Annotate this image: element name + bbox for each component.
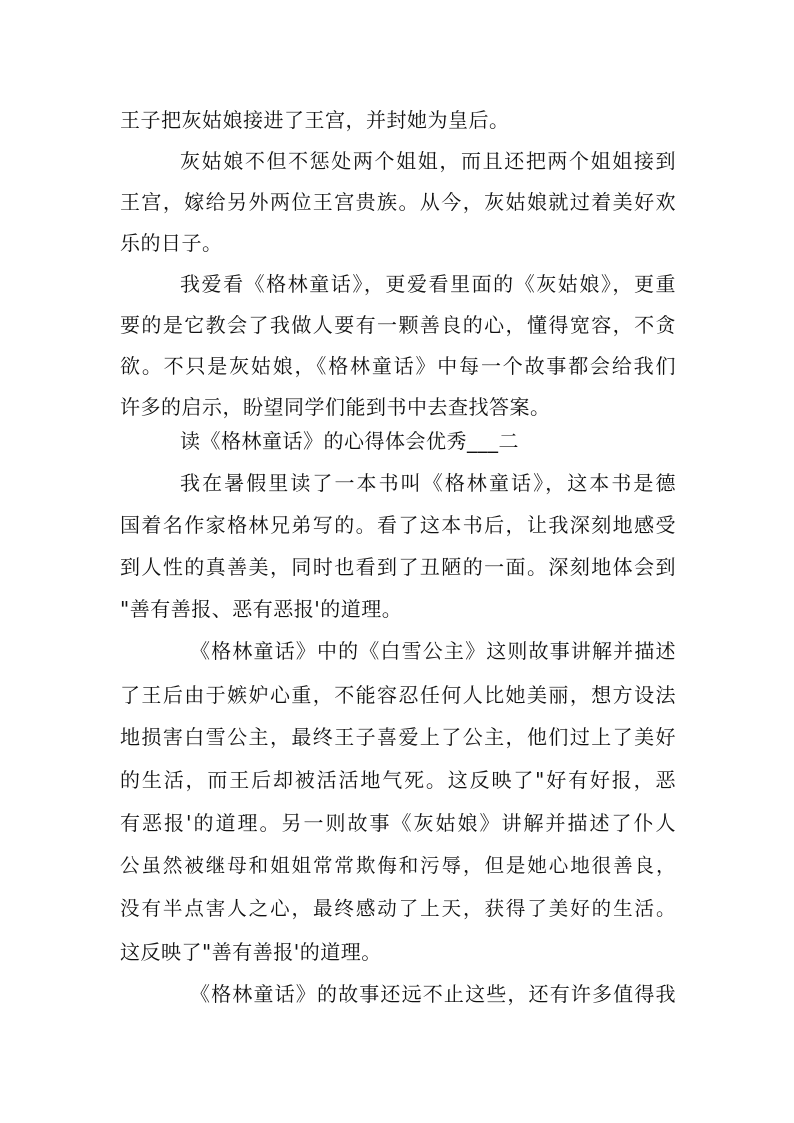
text-line: 王宫，嫁给另外两位王宫贵族。从今，灰姑娘就过着美好欢 — [120, 190, 676, 214]
text-line: 的生活，而王后却被活活地气死。这反映了"好有好报，恶 — [120, 768, 676, 792]
text-line: "善有善报、恶有恶报'的道理。 — [120, 597, 403, 621]
text-line: 这反映了"善有善报'的道理。 — [120, 940, 382, 964]
text-line: 国着名作家格林兄弟写的。看了这本书后，让我深刻地感受 — [120, 513, 676, 537]
text-line: 乐的日子。 — [120, 231, 223, 255]
text-line: 要的是它教会了我做人要有一颗善良的心，懂得宽容，不贪 — [120, 313, 676, 337]
text-line: 王子把灰姑娘接进了王宫，并封她为皇后。 — [120, 108, 510, 132]
text-line: 地损害白雪公主，最终王子喜爱上了公主，他们过上了美好 — [120, 725, 676, 749]
text-line: 我在暑假里读了一本书叫《格林童话》，这本书是德 — [180, 471, 676, 495]
text-line: 公虽然被继母和姐姐常常欺侮和污辱，但是她心地很善良， — [120, 854, 676, 877]
text-line: 欲。不只是灰姑娘，《格林童话》中每一个故事都会给我们 — [120, 354, 676, 378]
text-line: 许多的启示，盼望同学们能到书中去查找答案。 — [120, 395, 551, 419]
text-line: 有恶报'的道理。另一则故事《灰姑娘》讲解并描述了仆人 — [120, 811, 676, 835]
text-line: 《格林童话》的故事还远不止这些，还有许多值得我 — [190, 982, 676, 1006]
text-line: 了王后由于嫉妒心重，不能容忍任何人比她美丽，想方设法 — [120, 683, 676, 707]
text-line: 《格林童话》中的《白雪公主》这则故事讲解并描述 — [190, 639, 676, 663]
text-line: 我爱看《格林童话》，更爱看里面的《灰姑娘》，更重 — [180, 272, 676, 296]
section-heading: 读《格林童话》的心得体会优秀___二 — [180, 429, 519, 453]
text-line: 没有半点害人之心，最终感动了上天，获得了美好的生活。 — [120, 897, 676, 920]
text-line: 到人性的真善美，同时也看到了丑陋的一面。深刻地体会到 — [120, 555, 676, 579]
text-line: 灰姑娘不但不惩处两个姐姐，而且还把两个姐姐接到 — [180, 149, 676, 173]
